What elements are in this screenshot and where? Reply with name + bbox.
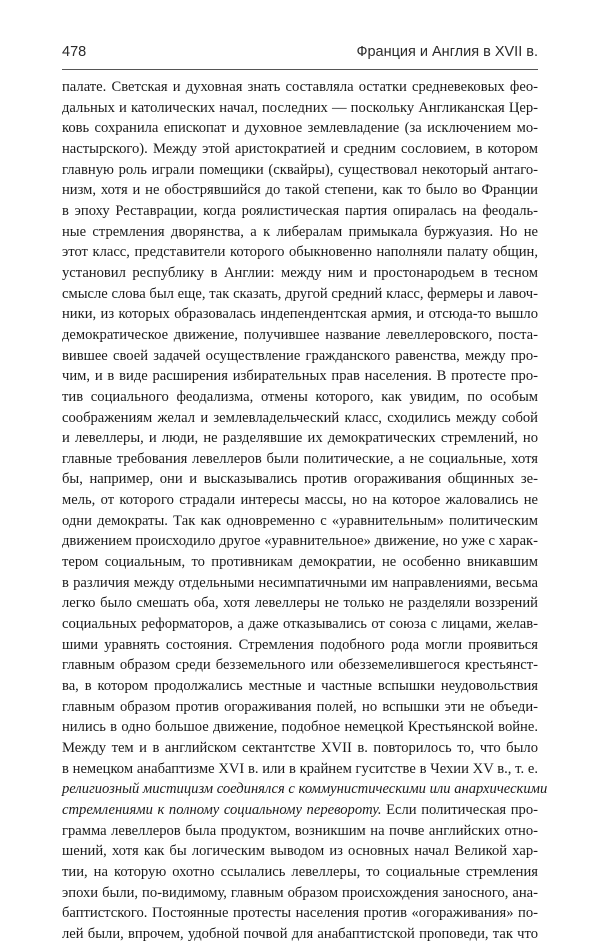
text-line: ники, из которых образовалась индепендентская армия, и отсюда-то вышло xyxy=(62,306,538,323)
text-line: смысле слова был еще, так сказать, другой средний класс, фермеры и лавоч- xyxy=(62,285,538,302)
text-line: главную роль играли помещики (сквайры), существовал некоторый антаго- xyxy=(62,161,538,178)
italic-phrase: религиозный мистицизм соединялся с коммунистическими или анархическими xyxy=(62,781,548,798)
text-line: соображениям желал и землевладельческий класс, сходились между собой xyxy=(62,409,538,426)
running-title: Франция и Англия в XVII в. xyxy=(356,44,538,60)
text-line: нились в одно большое движение, подобное немецкой Крестьянской войне. xyxy=(62,719,538,736)
text-line: тером социальным, то противникам демократии, не особенно вникавшим xyxy=(62,554,538,571)
text-line: ные стремления дворянства, а к либералам примыкала буржуазия. Но не xyxy=(62,223,538,240)
text-line: легко было смешать оба, хотя левеллеры не только не разделяли воззрений xyxy=(62,595,538,612)
text-line: в эпоху Реставрации, когда роялистическая партия опиралась на феодаль- xyxy=(62,202,538,219)
text-line: в различия между отдельными несимпатичными им направлениями, весьма xyxy=(62,574,538,591)
text-line: палате. Светская и духовная знать составляла остатки средневековых фео- xyxy=(62,79,538,95)
page-header xyxy=(62,44,538,68)
text-line: и левеллеры, и люди, не разделявшие их демократических стремлений, но xyxy=(62,430,538,447)
text-line: главные требования левеллеров были политические, а не социальные, хотя xyxy=(62,450,538,467)
mixed-text-line xyxy=(62,800,538,821)
text-line: настырского). Между этой аристократией и средним сословием, в котором xyxy=(62,140,538,157)
text-line: шений, хотя как бы логическим выводом из основных начал Великой хар- xyxy=(62,843,538,860)
text-fragment: Если политическая про- xyxy=(381,801,539,818)
text-line: в немецком анабаптизме XVI в. или в крайнем гуситстве в Чехии XV в., т. е. xyxy=(62,760,538,777)
text-line: движением происходило другое «уравнительное» движение, но уже с харак- xyxy=(62,533,538,550)
body-text xyxy=(62,77,548,945)
italic-text-line xyxy=(62,779,548,800)
text-line: дальных и католических начал, последних — поскольку Англиканская Цер- xyxy=(62,99,538,116)
text-line: этот класс, представители которого обыкновенно наполняли палату общин, xyxy=(62,244,538,261)
text-line: мель, от которого страдали интересы массы, но на которое жаловались не xyxy=(62,492,538,509)
text-line: эпохи были, по-видимому, главным образом происхождения заносного, ана- xyxy=(62,884,538,901)
text-line: грамма левеллеров была продуктом, возникшим на почве английских отно- xyxy=(62,822,538,839)
text-line: лей были, впрочем, удобной почвой для анабаптистской проповеди, так что xyxy=(62,925,538,942)
text-line: ковь сохранила епископат и духовное землевладение (за исключением мо- xyxy=(62,120,538,137)
text-line: одни демократы. Так как одновременно с «уравнительным» политическим xyxy=(62,512,538,529)
page-number: 478 xyxy=(62,44,87,60)
text-line: шими уравнять состояния. Стремления подобного рода могли проявиться xyxy=(62,636,538,653)
italic-phrase-end: стремлениями к полному социальному перевороту. xyxy=(62,801,382,818)
text-line: ва, в котором продолжались местные и частные вспышки неудовольствия xyxy=(62,678,538,695)
text-line: тии, на которую охотно ссылались левеллеры, то социальные стремления xyxy=(62,863,538,880)
text-line: главным образом против огораживания полей, но вспышки эти не объеди- xyxy=(62,698,538,715)
text-line: низм, хотя и не обострявшийся до такой степени, как то было во Франции xyxy=(62,182,538,199)
text-line: демократическое движение, получившее название левеллеровского, поста- xyxy=(62,326,538,343)
text-line: чим, и в виде расширения избирательных прав населения. В протесте про- xyxy=(62,368,538,385)
header-rule xyxy=(62,69,538,70)
text-line: главным образом среди безземельного или обезземелившегося крестьянст- xyxy=(62,657,538,674)
text-line: социальных реформаторов, а даже отказывались от союза с лицами, желав- xyxy=(62,616,538,633)
text-line: баптистского. Постоянные протесты населения против «огораживания» по- xyxy=(62,905,538,922)
text-line: установил республику в Англии: между ним и простонародьем в тесном xyxy=(62,264,538,281)
text-line: Между тем и в английском сектантстве XVII в. повторилось то, что было xyxy=(62,740,538,756)
text-line: тив социального феодализма, отмены которого, как увидим, по особым xyxy=(62,388,538,405)
text-line: бы, например, они и высказывались против огораживания общинных зе- xyxy=(62,471,538,488)
text-line: вившее своей задачей осуществление гражданского равенства, между про- xyxy=(62,347,538,364)
